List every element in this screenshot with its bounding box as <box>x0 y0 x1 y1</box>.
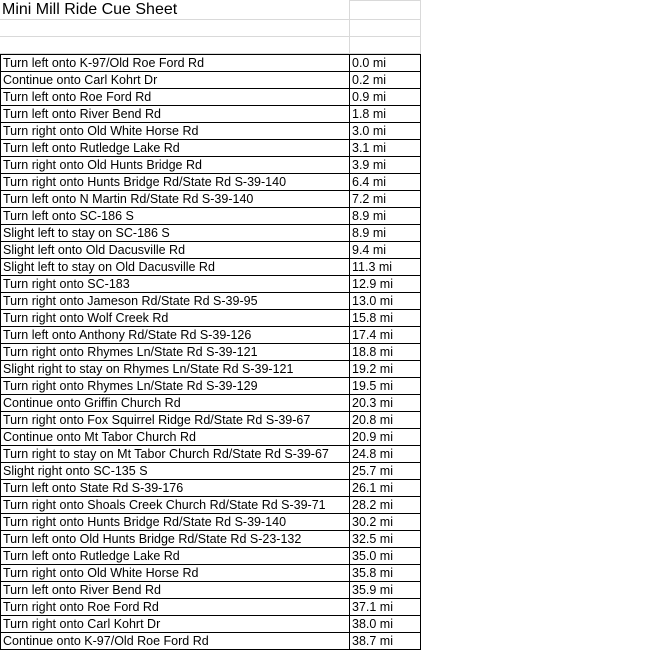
cue-instruction[interactable]: Continue onto Griffin Church Rd <box>0 395 350 412</box>
cue-instruction[interactable]: Turn right onto Rhymes Ln/State Rd S-39-121 <box>0 344 350 361</box>
cue-row <box>0 429 421 446</box>
cue-row <box>0 310 421 327</box>
cue-distance[interactable]: 38.0 mi <box>350 616 421 633</box>
cue-instruction[interactable]: Turn right onto Hunts Bridge Rd/State Rd S-39-140 <box>0 514 350 531</box>
cue-table <box>0 54 421 650</box>
cue-distance[interactable]: 0.0 mi <box>350 55 421 72</box>
cue-distance[interactable]: 0.9 mi <box>350 89 421 106</box>
cue-distance[interactable]: 30.2 mi <box>350 514 421 531</box>
cue-distance[interactable]: 20.3 mi <box>350 395 421 412</box>
cue-row <box>0 531 421 548</box>
cue-instruction[interactable]: Continue onto Mt Tabor Church Rd <box>0 429 350 446</box>
cue-row <box>0 208 421 225</box>
cue-instruction[interactable]: Slight left onto Old Dacusville Rd <box>0 242 350 259</box>
cue-row <box>0 55 421 72</box>
cue-distance[interactable]: 32.5 mi <box>350 531 421 548</box>
cue-distance[interactable]: 6.4 mi <box>350 174 421 191</box>
cue-instruction[interactable]: Slight right to stay on Rhymes Ln/State Rd S-39-121 <box>0 361 350 378</box>
cue-row <box>0 242 421 259</box>
cue-distance[interactable]: 35.0 mi <box>350 548 421 565</box>
cue-row <box>0 497 421 514</box>
cue-distance[interactable]: 13.0 mi <box>350 293 421 310</box>
blank-row <box>0 20 421 37</box>
cue-distance[interactable]: 7.2 mi <box>350 191 421 208</box>
empty-cell[interactable] <box>350 0 421 20</box>
cue-row <box>0 616 421 633</box>
cue-instruction[interactable]: Slight left to stay on Old Dacusville Rd <box>0 259 350 276</box>
cue-row <box>0 293 421 310</box>
cue-row <box>0 72 421 89</box>
cue-instruction[interactable]: Turn right onto Hunts Bridge Rd/State Rd S-39-140 <box>0 174 350 191</box>
cue-row <box>0 327 421 344</box>
cue-row <box>0 344 421 361</box>
cue-instruction[interactable]: Turn right onto Old White Horse Rd <box>0 565 350 582</box>
cue-instruction[interactable]: Slight right onto SC-135 S <box>0 463 350 480</box>
cue-instruction[interactable]: Turn left onto Roe Ford Rd <box>0 89 350 106</box>
cue-row <box>0 599 421 616</box>
cue-distance[interactable]: 20.9 mi <box>350 429 421 446</box>
cue-distance[interactable]: 28.2 mi <box>350 497 421 514</box>
cue-instruction[interactable]: Turn left onto River Bend Rd <box>0 582 350 599</box>
blank-row <box>0 37 421 54</box>
cue-instruction[interactable]: Turn right onto Carl Kohrt Dr <box>0 616 350 633</box>
cue-row <box>0 140 421 157</box>
cue-instruction[interactable]: Turn right onto Fox Squirrel Ridge Rd/State Rd S-39-67 <box>0 412 350 429</box>
cue-row <box>0 463 421 480</box>
cue-row <box>0 412 421 429</box>
cue-distance[interactable]: 37.1 mi <box>350 599 421 616</box>
cue-distance[interactable]: 20.8 mi <box>350 412 421 429</box>
title-row <box>0 0 421 20</box>
cue-row <box>0 123 421 140</box>
empty-cell[interactable] <box>0 37 350 54</box>
cue-distance[interactable]: 0.2 mi <box>350 72 421 89</box>
cue-instruction[interactable]: Turn right onto Shoals Creek Church Rd/State Rd S-39-71 <box>0 497 350 514</box>
cue-distance[interactable]: 25.7 mi <box>350 463 421 480</box>
cue-row <box>0 174 421 191</box>
cue-instruction[interactable]: Turn left onto N Martin Rd/State Rd S-39-140 <box>0 191 350 208</box>
cue-instruction[interactable]: Turn left onto Rutledge Lake Rd <box>0 548 350 565</box>
cue-distance[interactable]: 12.9 mi <box>350 276 421 293</box>
cue-instruction[interactable]: Continue onto K-97/Old Roe Ford Rd <box>0 633 350 650</box>
cue-instruction[interactable]: Continue onto Carl Kohrt Dr <box>0 72 350 89</box>
cue-distance[interactable]: 35.8 mi <box>350 565 421 582</box>
cue-instruction[interactable]: Turn left onto K-97/Old Roe Ford Rd <box>0 55 350 72</box>
cue-instruction[interactable]: Turn right to stay on Mt Tabor Church Rd/State Rd S-39-67 <box>0 446 350 463</box>
cue-distance[interactable]: 11.3 mi <box>350 259 421 276</box>
cue-distance[interactable]: 24.8 mi <box>350 446 421 463</box>
cue-instruction[interactable]: Turn right onto Rhymes Ln/State Rd S-39-129 <box>0 378 350 395</box>
cue-row <box>0 378 421 395</box>
cue-distance[interactable]: 26.1 mi <box>350 480 421 497</box>
cue-instruction[interactable]: Turn right onto Jameson Rd/State Rd S-39-95 <box>0 293 350 310</box>
cue-instruction[interactable]: Turn right onto Wolf Creek Rd <box>0 310 350 327</box>
cue-distance[interactable]: 19.2 mi <box>350 361 421 378</box>
cue-instruction[interactable]: Turn left onto River Bend Rd <box>0 106 350 123</box>
cue-instruction[interactable]: Turn left onto Old Hunts Bridge Rd/State Rd S-23-132 <box>0 531 350 548</box>
cue-instruction[interactable]: Turn right onto Old Hunts Bridge Rd <box>0 157 350 174</box>
cue-instruction[interactable]: Turn left onto Rutledge Lake Rd <box>0 140 350 157</box>
cue-distance[interactable]: 3.9 mi <box>350 157 421 174</box>
cue-distance[interactable]: 1.8 mi <box>350 106 421 123</box>
empty-cell[interactable] <box>350 20 421 37</box>
cue-row <box>0 276 421 293</box>
cue-row <box>0 548 421 565</box>
cue-instruction[interactable]: Turn right onto Old White Horse Rd <box>0 123 350 140</box>
cue-instruction[interactable]: Slight left to stay on SC-186 S <box>0 225 350 242</box>
cue-instruction[interactable]: Turn right onto Roe Ford Rd <box>0 599 350 616</box>
cue-row <box>0 157 421 174</box>
cue-distance[interactable]: 17.4 mi <box>350 327 421 344</box>
cue-instruction[interactable]: Turn left onto SC-186 S <box>0 208 350 225</box>
cue-row <box>0 480 421 497</box>
cue-distance[interactable]: 35.9 mi <box>350 582 421 599</box>
cue-row <box>0 395 421 412</box>
cue-distance[interactable]: 15.8 mi <box>350 310 421 327</box>
cue-distance[interactable]: 38.7 mi <box>350 633 421 650</box>
cue-distance[interactable]: 19.5 mi <box>350 378 421 395</box>
empty-cell[interactable] <box>0 20 350 37</box>
sheet-header <box>0 0 421 54</box>
cue-distance[interactable]: 8.9 mi <box>350 225 421 242</box>
cue-row <box>0 565 421 582</box>
cue-distance[interactable]: 9.4 mi <box>350 242 421 259</box>
cue-row <box>0 446 421 463</box>
cue-instruction[interactable]: Turn right onto SC-183 <box>0 276 350 293</box>
cue-distance[interactable]: 3.1 mi <box>350 140 421 157</box>
cue-instruction[interactable]: Turn left onto State Rd S-39-176 <box>0 480 350 497</box>
cue-row <box>0 361 421 378</box>
cue-row <box>0 89 421 106</box>
cue-row <box>0 225 421 242</box>
sheet-title[interactable]: Mini Mill Ride Cue Sheet <box>0 0 350 20</box>
cue-row <box>0 191 421 208</box>
cue-row <box>0 514 421 531</box>
cue-instruction[interactable]: Turn left onto Anthony Rd/State Rd S-39-126 <box>0 327 350 344</box>
cue-row <box>0 582 421 599</box>
cue-distance[interactable]: 3.0 mi <box>350 123 421 140</box>
cue-row <box>0 106 421 123</box>
cue-distance[interactable]: 18.8 mi <box>350 344 421 361</box>
cue-row <box>0 633 421 650</box>
empty-cell[interactable] <box>350 37 421 54</box>
cue-distance[interactable]: 8.9 mi <box>350 208 421 225</box>
cue-row <box>0 259 421 276</box>
